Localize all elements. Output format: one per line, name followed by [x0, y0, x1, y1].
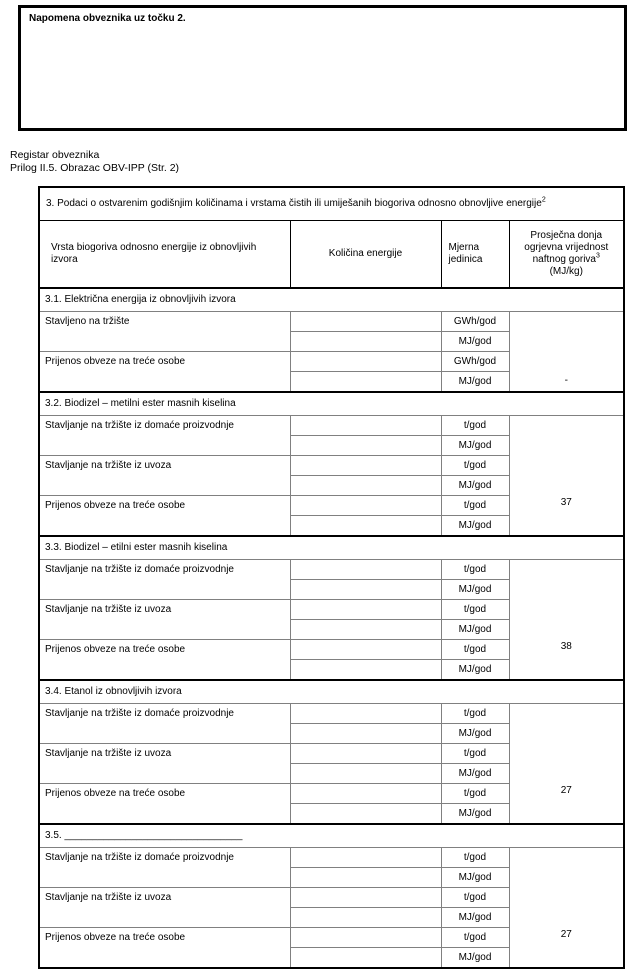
- quantity-input-cell: [290, 600, 441, 620]
- unit-cell: MJ/god: [441, 436, 509, 456]
- unit-cell: MJ/god: [441, 332, 509, 352]
- heating-value-cell: 27: [509, 848, 624, 969]
- table-title-row: [39, 187, 624, 221]
- unit-cell: GWh/god: [441, 312, 509, 332]
- unit-cell: MJ/god: [441, 804, 509, 825]
- doc-form-line: Prilog II.5. Obrazac OBV-IPP (Str. 2): [10, 162, 180, 175]
- unit-cell: MJ/god: [441, 476, 509, 496]
- row-label: Prijenos obveze na treće osobe: [39, 496, 290, 537]
- table-title: [39, 187, 624, 221]
- unit-cell: MJ/god: [441, 580, 509, 600]
- unit-cell: MJ/god: [441, 868, 509, 888]
- data-row: [39, 312, 624, 332]
- row-label: Stavljanje na tržište iz uvoza: [39, 600, 290, 640]
- quantity-input-cell: [290, 908, 441, 928]
- quantity-input-cell: [290, 784, 441, 804]
- unit-cell: t/god: [441, 784, 509, 804]
- quantity-input-cell: [290, 496, 441, 516]
- note-box-label: Napomena obveznika uz točku 2.: [29, 13, 186, 24]
- section-header-row: [39, 536, 624, 560]
- unit-cell: t/god: [441, 704, 509, 724]
- row-label: Stavljanje na tržište iz domaće proizvodnje: [39, 560, 290, 600]
- page-header: [10, 149, 179, 175]
- heating-value-cell: -: [509, 312, 624, 393]
- quantity-input-cell: [290, 476, 441, 496]
- unit-cell: t/god: [441, 600, 509, 620]
- section-header-row: [39, 392, 624, 416]
- data-row: [39, 560, 624, 580]
- quantity-input-cell: [290, 436, 441, 456]
- row-label: Stavljanje na tržište iz domaće proizvodnje: [39, 848, 290, 888]
- unit-cell: MJ/god: [441, 724, 509, 744]
- quantity-input-cell: [290, 372, 441, 393]
- heating-value-cell: 37: [509, 416, 624, 537]
- section-title: 3.3. Biodizel – etilni ester masnih kiselina: [39, 536, 624, 560]
- unit-cell: MJ/god: [441, 764, 509, 784]
- quantity-input-cell: [290, 580, 441, 600]
- table-body: [39, 187, 624, 968]
- quantity-input-cell: [290, 516, 441, 537]
- quantity-input-cell: [290, 704, 441, 724]
- quantity-input-cell: [290, 804, 441, 825]
- unit-cell: MJ/god: [441, 372, 509, 393]
- quantity-input-cell: [290, 948, 441, 969]
- unit-cell: GWh/god: [441, 352, 509, 372]
- unit-cell: t/god: [441, 560, 509, 580]
- row-label: Stavljeno na tržište: [39, 312, 290, 352]
- data-row: [39, 704, 624, 724]
- row-label: Prijenos obveze na treće osobe: [39, 640, 290, 681]
- table-title-text: 3. Podaci o ostvarenim godišnjim količinama i vrstama čistih ili umiješanih biogoriva odnosno obnovljive energije: [46, 198, 542, 209]
- section-header-row: [39, 824, 624, 848]
- col-header-type: Vrsta biogoriva odnosno energije iz obnovljivih izvora: [39, 221, 290, 289]
- unit-cell: MJ/god: [441, 620, 509, 640]
- table-title-footnote: 2: [541, 196, 546, 204]
- note-box: [18, 5, 627, 131]
- heating-value-cell: 27: [509, 704, 624, 825]
- row-label: Stavljanje na tržište iz domaće proizvodnje: [39, 416, 290, 456]
- quantity-input-cell: [290, 332, 441, 352]
- unit-cell: MJ/god: [441, 908, 509, 928]
- unit-cell: t/god: [441, 496, 509, 516]
- section-header-row: [39, 680, 624, 704]
- unit-cell: MJ/god: [441, 516, 509, 537]
- quantity-input-cell: [290, 724, 441, 744]
- column-header-row: [39, 221, 624, 289]
- quantity-input-cell: [290, 764, 441, 784]
- unit-cell: t/god: [441, 640, 509, 660]
- row-label: Stavljanje na tržište iz domaće proizvodnje: [39, 704, 290, 744]
- col-header-quantity: Količina energije: [290, 221, 441, 289]
- section-title: 3.1. Električna energija iz obnovljivih izvora: [39, 288, 624, 312]
- section-title: 3.2. Biodizel – metilni ester masnih kiselina: [39, 392, 624, 416]
- row-label: Prijenos obveze na treće osobe: [39, 784, 290, 825]
- row-label: Prijenos obveze na treće osobe: [39, 352, 290, 393]
- quantity-input-cell: [290, 660, 441, 681]
- quantity-input-cell: [290, 456, 441, 476]
- heating-value-unit-text: (MJ/kg): [549, 266, 583, 277]
- unit-cell: MJ/god: [441, 948, 509, 969]
- unit-cell: t/god: [441, 456, 509, 476]
- doc-register-line: Registar obveznika: [10, 149, 100, 161]
- quantity-input-cell: [290, 352, 441, 372]
- quantity-input-cell: [290, 640, 441, 660]
- quantity-input-cell: [290, 928, 441, 948]
- col-header-unit: Mjerna jedinica: [441, 221, 509, 289]
- row-label: Prijenos obveze na treće osobe: [39, 928, 290, 969]
- quantity-input-cell: [290, 848, 441, 868]
- data-row: [39, 416, 624, 436]
- unit-cell: t/god: [441, 888, 509, 908]
- row-label: Stavljanje na tržište iz uvoza: [39, 744, 290, 784]
- unit-cell: MJ/god: [441, 660, 509, 681]
- quantity-input-cell: [290, 744, 441, 764]
- data-row: [39, 848, 624, 868]
- row-label: Stavljanje na tržište iz uvoza: [39, 456, 290, 496]
- quantity-input-cell: [290, 560, 441, 580]
- row-label: Stavljanje na tržište iz uvoza: [39, 888, 290, 928]
- unit-cell: t/god: [441, 928, 509, 948]
- section-title: 3.5. ________________________________: [39, 824, 624, 848]
- quantity-input-cell: [290, 888, 441, 908]
- quantity-input-cell: [290, 312, 441, 332]
- unit-cell: t/god: [441, 848, 509, 868]
- section-header-row: [39, 288, 624, 312]
- unit-cell: t/god: [441, 416, 509, 436]
- heating-value-header-text: Prosječna donja ogrjevna vrijednost naftnog goriva: [524, 230, 609, 265]
- heating-value-footnote: 3: [596, 252, 600, 260]
- unit-cell: t/god: [441, 744, 509, 764]
- quantity-input-cell: [290, 416, 441, 436]
- quantity-input-cell: [290, 868, 441, 888]
- col-header-heating-value: [509, 221, 624, 289]
- quantity-input-cell: [290, 620, 441, 640]
- heating-value-cell: 38: [509, 560, 624, 681]
- section-title: 3.4. Etanol iz obnovljivih izvora: [39, 680, 624, 704]
- biofuels-table: [38, 186, 625, 969]
